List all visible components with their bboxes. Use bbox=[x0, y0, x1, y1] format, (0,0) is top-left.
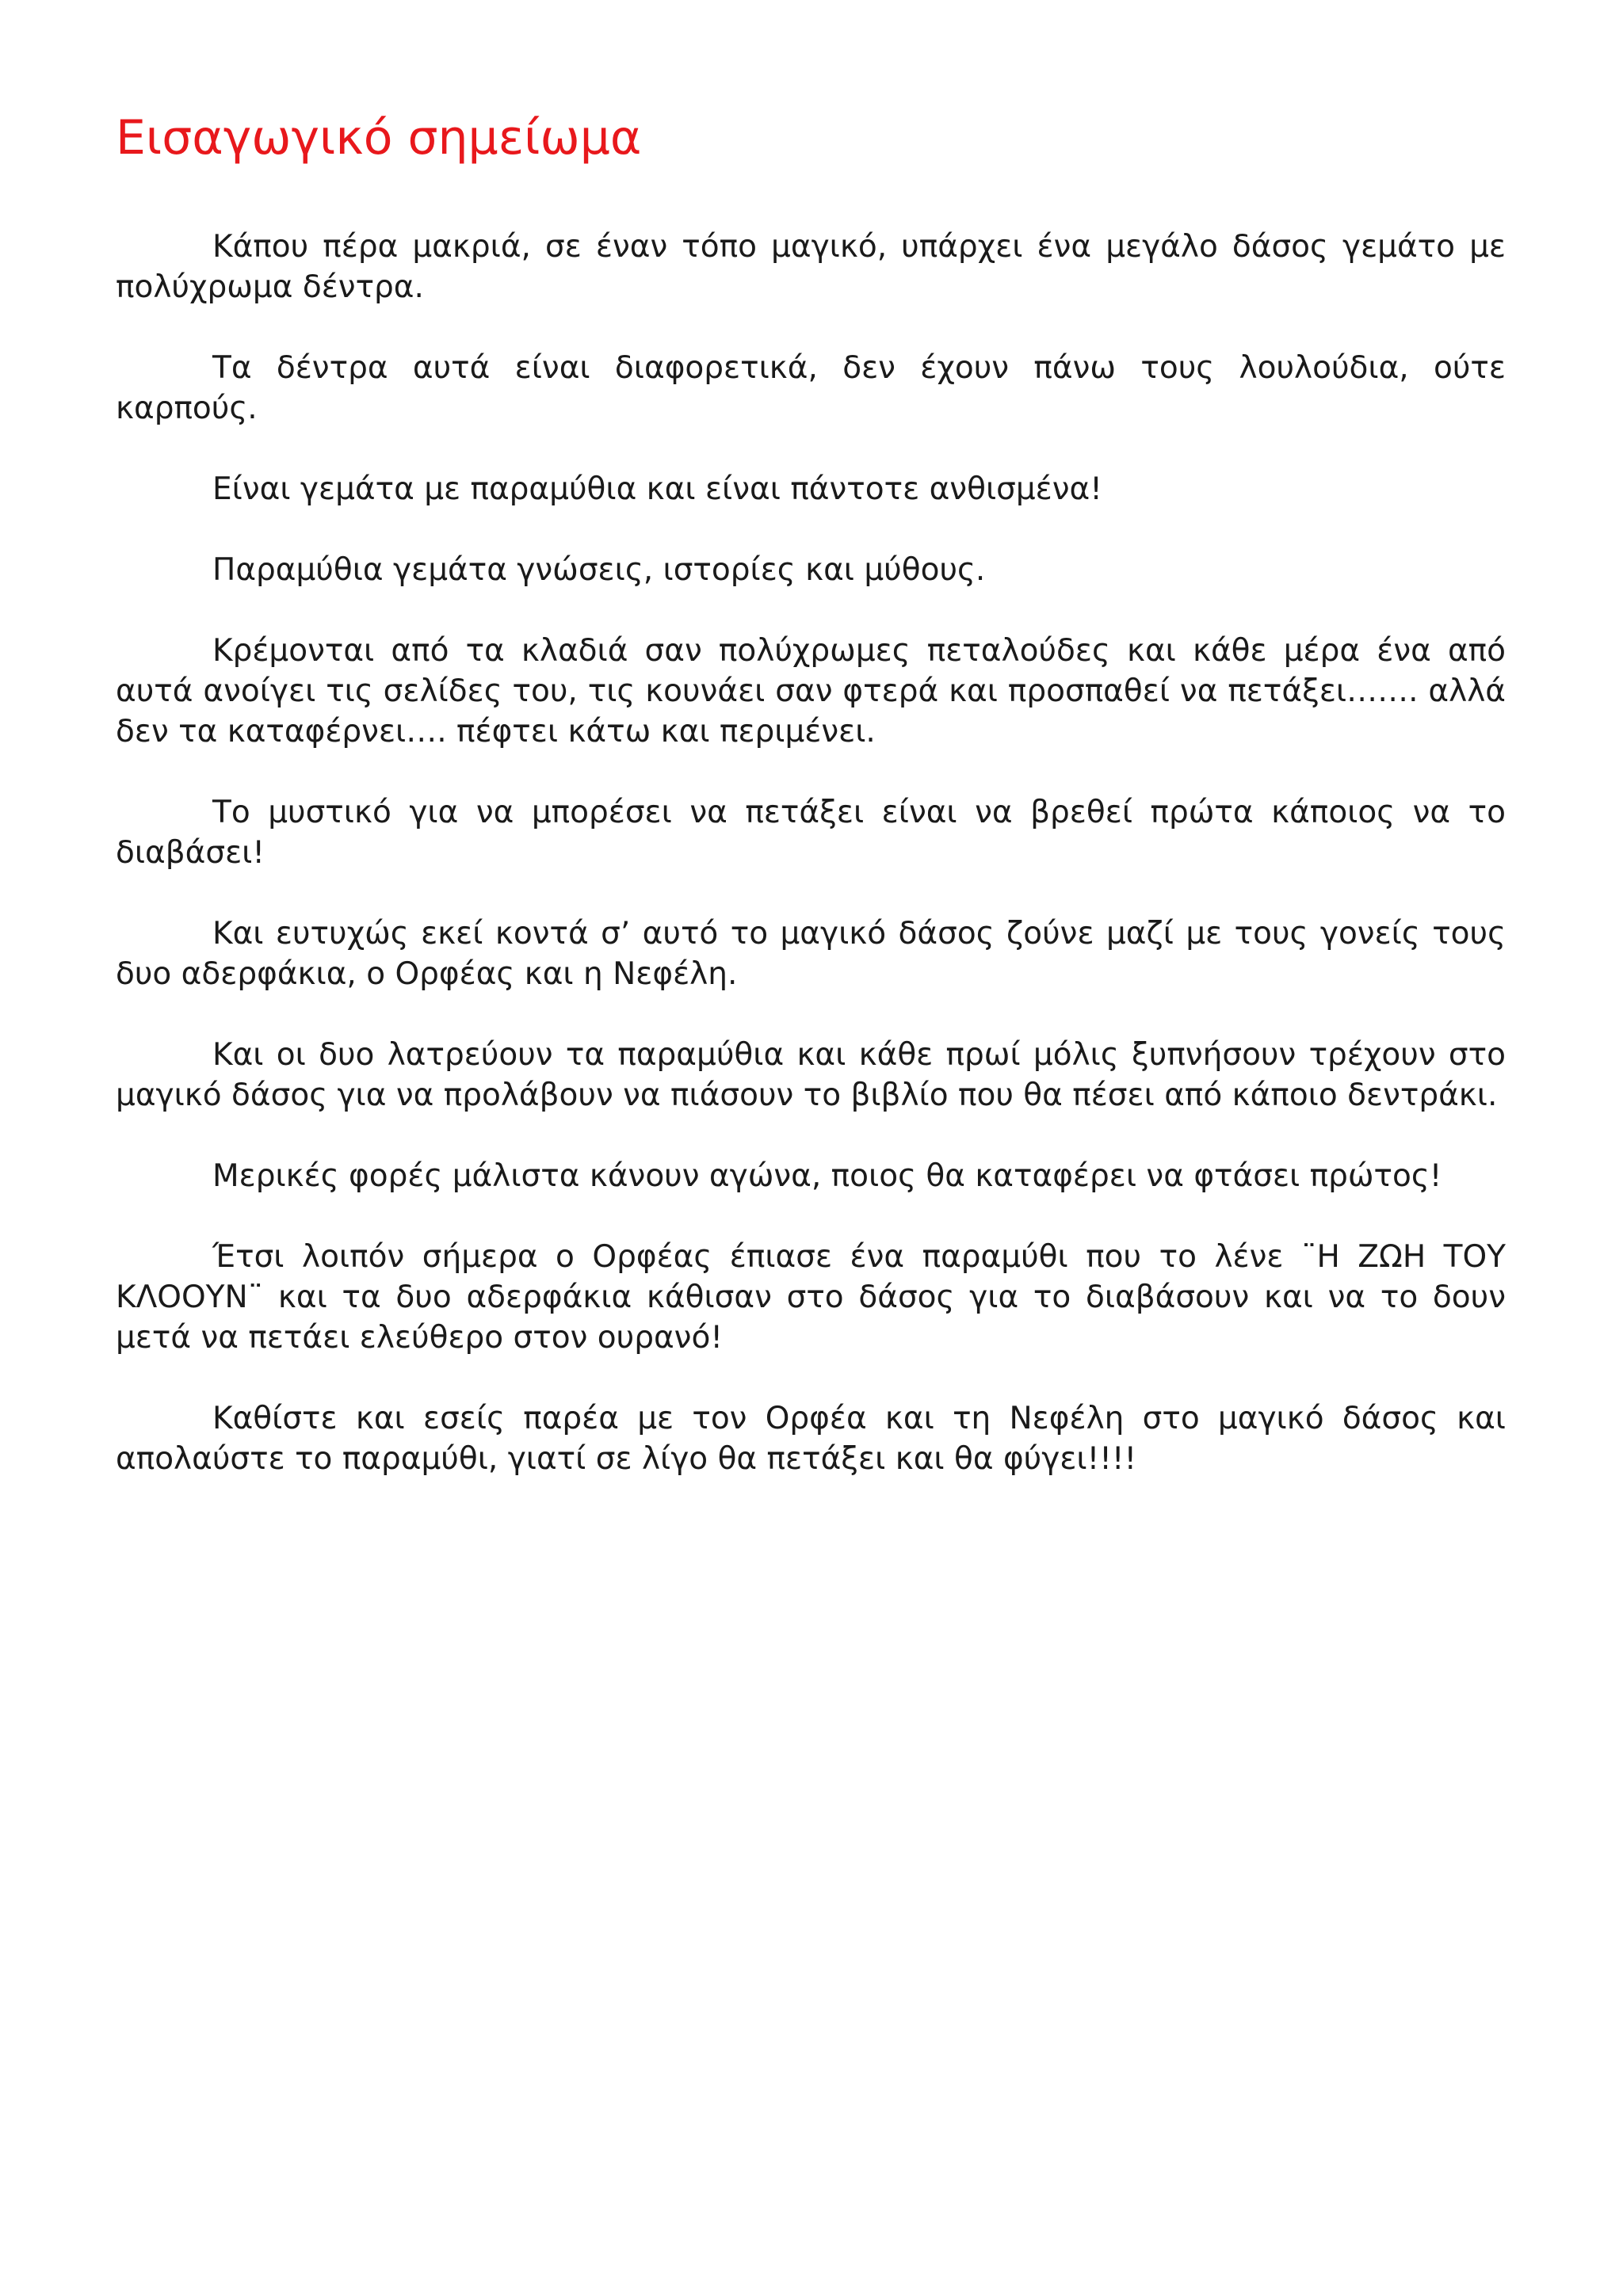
paragraph: Και οι δυο λατρεύουν τα παραμύθια και κάθε πρωί μόλις ξυπνήσουν τρέχουν στο μαγικό δάσος για να προλάβουν να πιάσουν το βιβλίο που θα πέσει από κάποιο δεντράκι. bbox=[116, 1037, 1506, 1113]
paragraph: Είναι γεμάτα με παραμύθια και είναι πάντοτε ανθισμένα! bbox=[212, 471, 1102, 507]
paragraph: Παραμύθια γεμάτα γνώσεις, ιστορίες και μύθους. bbox=[212, 552, 986, 588]
paragraph: Και ευτυχώς εκεί κοντά σ’ αυτό το μαγικό δάσος ζούνε μαζί με τους γονείς τους δυο αδερφάκια, ο Ορφέας και η Νεφέλη. bbox=[116, 916, 1506, 992]
document-body bbox=[116, 227, 1506, 1520]
paragraph: Τα δέντρα αυτά είναι διαφορετικά, δεν έχουν πάνω τους λουλούδια, ούτε καρπούς. bbox=[116, 350, 1506, 426]
paragraph: Έτσι λοιπόν σήμερα ο Ορφέας έπιασε ένα παραμύθι που το λένε ¨Η ΖΩΗ ΤΟΥ ΚΛΟΟΥΝ¨ και τα δυο αδερφάκια κάθισαν στο δάσος για το διαβάσουν και να το δουν μετά να πετάει ελεύθερο στον ουρανό! bbox=[116, 1239, 1506, 1356]
paragraph: Μερικές φορές μάλιστα κάνουν αγώνα, ποιος θα καταφέρει να φτάσει πρώτος! bbox=[212, 1158, 1442, 1194]
page-title: Εισαγωγικό σημείωμα bbox=[116, 110, 642, 166]
paragraph: Το μυστικό για να μπορέσει να πετάξει είναι να βρεθεί πρώτα κάποιος να το διαβάσει! bbox=[116, 795, 1506, 871]
paragraph: Κρέμονται από τα κλαδιά σαν πολύχρωμες πεταλούδες και κάθε μέρα ένα από αυτά ανοίγει τις σελίδες του, τις κουνάει σαν φτερά και προσπαθεί να πετάξει……. αλλά δεν τα καταφέρνει…. πέφτει κάτω και περιμένει. bbox=[116, 633, 1506, 749]
paragraph: Κάπου πέρα μακριά, σε έναν τόπο μαγικό, υπάρχει ένα μεγάλο δάσος γεμάτο με πολύχρωμα δέντρα. bbox=[116, 229, 1506, 305]
paragraph: Καθίστε και εσείς παρέα με τον Ορφέα και τη Νεφέλη στο μαγικό δάσος και απολαύστε το παραμύθι, γιατί σε λίγο θα πετάξει και θα φύγει!!!! bbox=[116, 1401, 1506, 1477]
